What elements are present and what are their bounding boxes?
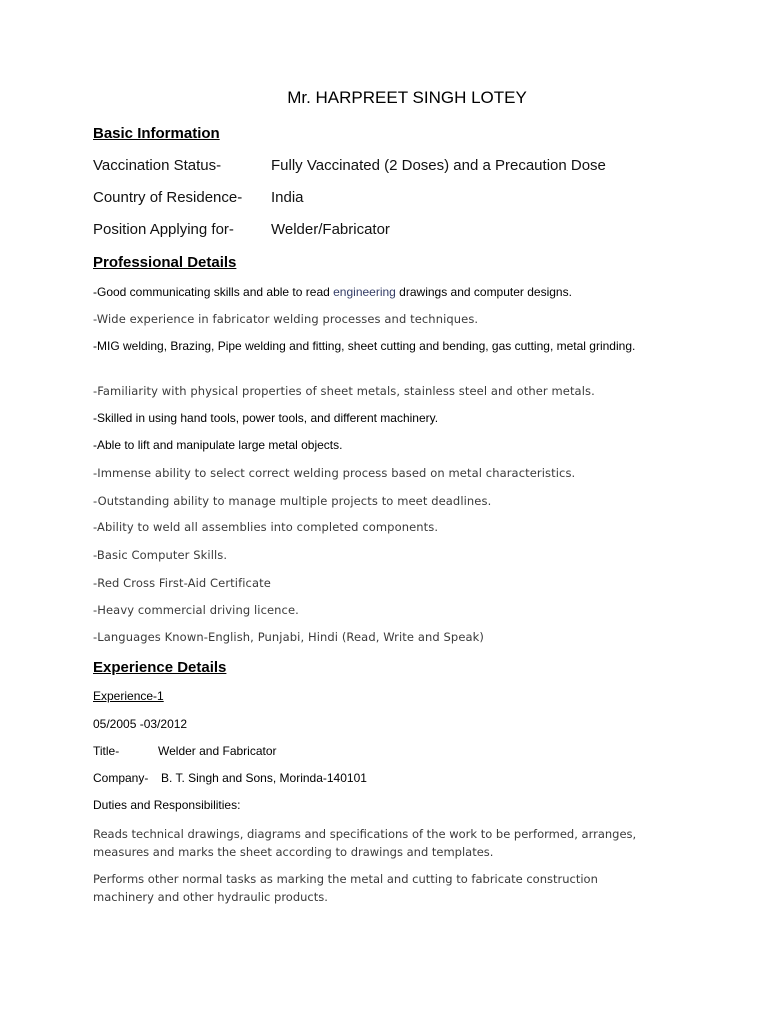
country-value: India — [271, 189, 304, 206]
basic-info-heading: Basic Information — [93, 125, 220, 142]
professional-item: -Wide experience in fabricator welding processes and techniques. — [93, 312, 479, 326]
professional-heading: Professional Details — [93, 254, 237, 271]
professional-item — [93, 284, 653, 301]
professional-item: -Immense ability to select correct welding process based on metal characteristics. — [93, 466, 576, 480]
professional-item: -MIG welding, Brazing, Pipe welding and fitting, sheet cutting and bending, gas cutting, metal grinding. — [93, 339, 636, 353]
professional-item-text: drawings and computer designs. — [395, 285, 572, 299]
professional-item: -Familiarity with physical properties of sheet metals, stainless steel and other metals. — [93, 384, 595, 398]
professional-item: -Outstanding ability to manage multiple projects to meet deadlines. — [93, 494, 492, 508]
duty-paragraph: Performs other normal tasks as marking the metal and cutting to fabricate construction machinery and other hydraulic products. — [93, 872, 598, 904]
professional-item: -Skilled in using hand tools, power tools, and different machinery. — [93, 411, 439, 425]
professional-item-text: -Good communicating skills and able to read — [93, 285, 334, 299]
position-value: Welder/Fabricator — [271, 221, 390, 238]
resume-title: Mr. HARPREET SINGH LOTEY — [287, 88, 527, 107]
professional-item-highlight: engineering — [333, 285, 396, 299]
professional-item: -Basic Computer Skills. — [93, 548, 228, 562]
experience-heading: Experience Details — [93, 659, 227, 676]
duty-paragraph: Reads technical drawings, diagrams and specifications of the work to be performed, arranges, measures and marks the sheet according to drawings and templates. — [93, 827, 637, 859]
professional-item: -Ability to weld all assemblies into completed components. — [93, 520, 439, 534]
job-title-label: Title- — [93, 744, 120, 758]
position-label: Position Applying for- — [93, 221, 234, 238]
vaccination-value: Fully Vaccinated (2 Doses) and a Precaution Dose — [271, 157, 606, 174]
professional-item: -Heavy commercial driving licence. — [93, 603, 299, 617]
professional-item: -Able to lift and manipulate large metal objects. — [93, 438, 343, 452]
company-value: B. T. Singh and Sons, Morinda-140101 — [161, 771, 367, 785]
company-label: Company- — [93, 771, 149, 785]
experience-dates: 05/2005 -03/2012 — [93, 717, 188, 731]
vaccination-label: Vaccination Status- — [93, 157, 222, 174]
country-label: Country of Residence- — [93, 189, 243, 206]
duties-heading: Duties and Responsibilities: — [93, 798, 241, 812]
experience-subheading: Experience-1 — [93, 689, 164, 703]
job-title-value: Welder and Fabricator — [158, 744, 277, 758]
professional-item: -Red Cross First-Aid Certificate — [93, 576, 271, 590]
professional-item: -Languages Known-English, Punjabi, Hindi (Read, Write and Speak) — [93, 630, 485, 644]
